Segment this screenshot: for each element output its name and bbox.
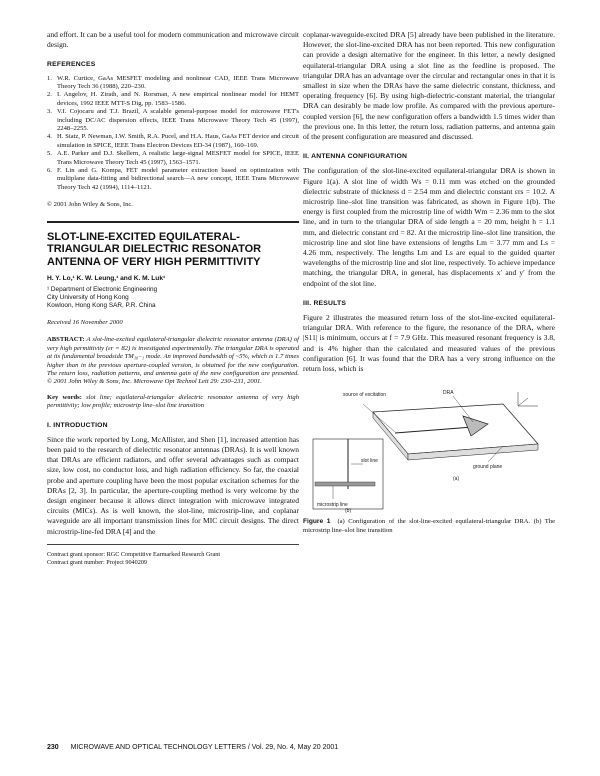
figure-1-caption: Figure 1 (a) Configuration of the slot-line-excited equilateral-triangular DRA. (b) The microstrip line–slot line transition — [303, 518, 555, 534]
substrate-edge-shape — [373, 412, 408, 460]
introduction-heading: I. INTRODUCTION — [47, 421, 108, 429]
label-source: source of excitation — [343, 392, 387, 399]
intro-continuation: and effort. It can be a useful tool for modern communication and microwave circuit design. — [47, 30, 299, 50]
references-heading: REFERENCES — [47, 61, 96, 69]
results-heading: III. RESULTS — [303, 299, 347, 307]
label-a: (a) — [453, 476, 460, 483]
antenna-configuration-text: The configuration of the slot-line-excited equilateral-triangular DRA is shown in Figure 1(a). A slot line of width Ws = 0.11 mm was etched on the grounded dielectric substrate of thickness d = 2.54 mm and dielectric constant εrs = 10.2. A microstrip line–slot line transition was fabricated, as shown in Figure 1(b). The energy is first coupled from the microstrip line of width Wm = 2.36 mm to the slot line, and in turn to the triangular DRA of side length a = 20 mm, height h = 1.1 mm, and dielectric constant εrd = 82. At the microstrip line–slot line transition, the microstrip line and slot line have extensions of lengths Lm = 3.77 mm and Ls = 4.26 mm, respectively. The lengths Lm and Ls are equal to the guided quarter wavelengths of the microstrip line and slot line, respectively. To achieve impedance matching, the triangular DRA, in general, has displacements x′ and y′ from the endpoint of the slot line. — [303, 166, 555, 288]
article-title: SLOT-LINE-EXCITED EQUILATERAL-TRIANGULAR DIELECTRIC RESONATOR ANTENNA OF VERY HIGH PERMITTIVITY — [47, 230, 262, 268]
reference-item: 3. V.I. Cojocaru and T.J. Brazil, A scalable general-purpose model for microwave FET's including DC/AC dispersion effects, IEEE Trans Microwave Theory Tech 45 (1997), 2248–2255. — [47, 108, 299, 133]
abstract: ABSTRACT: A slot-line-excited equilateral-triangular dielectric resonator antenna (DRA) of very high permittivity (εr = 82) is investigated experimentally. The triangular DRA is operated at its fundamental broadside TM₁₀₋₁ mode. An improved bandwidth of ~5%, which is 1.7 times higher than in the previous aperture-coupled version, is obtained for the new configuration. The return loss, radiation patterns, and antenna gain of the new configuration are presented. © 2001 John Wiley & Sons, Inc. Microwave Opt Technol Lett 29: 230–231, 2001. — [47, 336, 300, 386]
copyright-notice: © 2001 John Wiley & Sons, Inc. — [47, 201, 133, 209]
left-column — [47, 30, 299, 566]
article-divider — [47, 221, 299, 223]
received-date: Received 16 November 2000 — [47, 319, 123, 327]
page-footer — [47, 744, 557, 751]
reference-item: 6. F. Lin and G. Kompa, FET model parameter extraction based on optimization with multiplane data-fitting and bidirectional search—A new concept, IEEE Trans Microwave Theory Tech 42 (1994), 1114–1121. — [47, 167, 299, 191]
substrate-front-shape — [408, 444, 538, 460]
figure-1-diagram — [303, 384, 555, 514]
reference-item: 1. W.R. Curtice, GaAs MESFET modeling and nonlinear CAD, IEEE Trans Microwave Theory Tech 36 (1988), 220–230. — [47, 74, 299, 91]
slot-line-shape — [395, 427, 473, 433]
keywords: Key words: slot line; equilateral-triangular dielectric resonator antenna of very high permittivity; low profile; microstrip line–slot line transition — [47, 393, 299, 410]
reference-item: 4. H. Statz, P. Newman, I.W. Smith, R.A. Pucel, and H.A. Haus, GaAs FET device and circuit simulation in SPICE, IEEE Trans Electron Devices ED-34 (1987), 160–169. — [47, 133, 299, 149]
reference-list — [47, 75, 299, 193]
antenna-configuration-heading: II. ANTENNA CONFIGURATION — [303, 153, 408, 161]
figure-1 — [303, 384, 555, 514]
intro-continuation-right: coplanar-waveguide-excited DRA [5] already have been published in the literature. However, the slot-line-excited DRA has not been reported. This new configuration can provide a design alternative for the engineer. In this letter, a newly designed equilateral-triangular DRA using a slot line as the feedline is proposed. The triangular DRA has an advantage over the circular and rectangular ones in that it is smallest in size when the DRAs have the same dielectric constant, thickness, and operating frequency [6]. By using high-dielectric-constant material, the triangular DRA can desirably be made low profile. As compared with the previous aperture-coupled version [6], the new configuration offers a bandwidth 1.5 times wider than the previous one. In this letter, the return loss, radiation patterns, and antenna gain of the present configuration are measured and discussed. — [303, 30, 555, 142]
reference-item: 2. I. Angelov, H. Zirath, and N. Rorsman, A new empirical nonlinear model for HEMT devices, 1992 IEEE MTT-S Dig, pp. 1583–1586. — [47, 91, 299, 107]
label-dra: DRA — [443, 390, 454, 397]
page-number: 230 — [47, 744, 59, 751]
results-text: Figure 2 illustrates the measured return loss of the slot-line-excited equilateral-triangular DRA. With reference to the figure, the resonance of the DRA, where |S11| is minimum, occurs at f = 7.9 GHz. This measured resonant frequency is 3.8, and is 4% higher than the calculated and measured values of the previous configuration [6]. It was found that the DRA has a very strong influence on the return loss, which is — [303, 313, 555, 374]
right-column — [303, 30, 555, 535]
label-slot: slot line — [361, 458, 378, 465]
grant-footnote: Contract grant sponsor: RGC Competitive Earmarked Research Grant Contract grant number: Project 9040209 — [47, 550, 221, 566]
introduction-text: Since the work reported by Long, McAllister, and Shen [1], increased attention has been paid to the research of dielectric resonator antennas (DRAs). It is well known that DRAs are efficient radiators, and offer several advantages such as compact size, low cost, no conductor loss, and high radiation efficiency. So far, the coaxial probe and aperture coupling have been the most popular excitation schemes for the DRAs [2, 3]. In particular, the aperture-coupling method is very welcome by the design engineer because it allows direct integration with microwave integrated circuits (MICs). As is well known, the slot-line, microstrip-line, and coplanar waveguide are all important transmission lines for MIC circuit designs. The direct microstrip-line-fed DRA [4] and the — [47, 434, 299, 536]
dra-triangle-shape — [463, 416, 488, 436]
label-b: (b) — [345, 508, 352, 515]
label-ground: ground plane — [473, 464, 503, 471]
authors: H. Y. Lo,¹ K. W. Leung,¹ and K. M. Luk¹ — [47, 275, 166, 282]
footnote-divider — [47, 544, 299, 545]
affiliation: ¹ Department of Electronic Engineering City University of Hong Kong Kowloon, Hong Kong SAR, P.R. China — [47, 286, 158, 310]
reference-item: 5. A.E. Parker and D.J. Skellern, A realistic large-signal MESFET model for SPICE, IEEE Trans Microwave Theory Tech 45 (1997), 1563–1571. — [47, 150, 299, 166]
journal-citation: MICROWAVE AND OPTICAL TECHNOLOGY LETTERS / Vol. 29, No. 4, May 20 2001 — [70, 744, 339, 751]
label-microstrip: microstrip line — [317, 502, 348, 509]
transition-microstrip-shape — [315, 482, 375, 486]
